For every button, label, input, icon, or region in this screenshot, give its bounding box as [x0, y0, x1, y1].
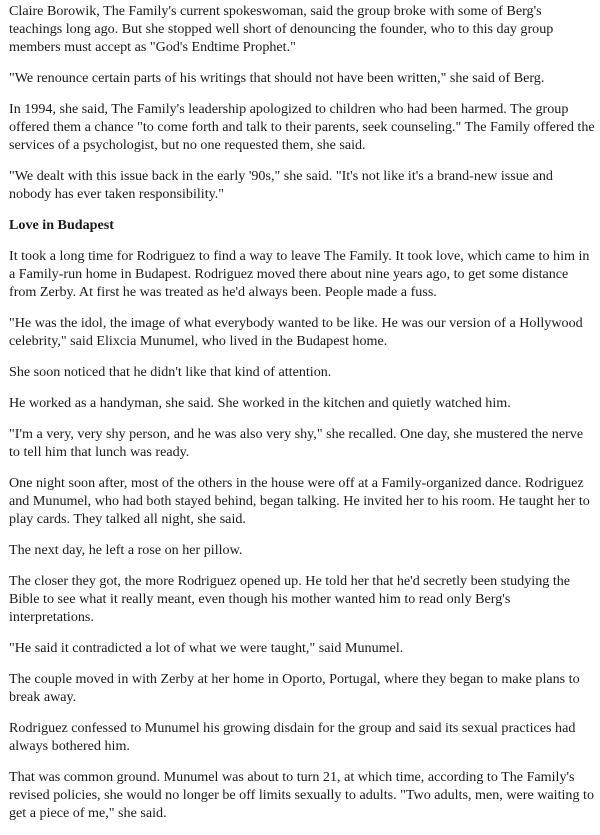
- paragraph-disdain: Rodriguez confessed to Munumel his growing disdain for the group and said its sexual practices had always bothered him.: [9, 720, 576, 754]
- paragraph-handyman: He worked as a handyman, she said. She worked in the kitchen and quietly watched him.: [9, 395, 511, 411]
- paragraph-renounce-writings: "We renounce certain parts of his writings that should not have been written," she said of Berg.: [9, 70, 545, 86]
- article-page: [9, 2, 595, 835]
- paragraph-dance-night: One night soon after, most of the others in the house were off at a Family-organized dance. Rodriguez and Munumel, who had both stayed behind, began talking. He invited her to his room. He taught her to play cards. They talked all night, she said.: [9, 475, 590, 527]
- paragraph-contradicted: "He said it contradicted a lot of what we were taught," said Munumel.: [9, 640, 404, 656]
- section-heading: Love in Budapest: [9, 217, 114, 233]
- paragraph-early-90s: "We dealt with this issue back in the early '90s," she said. "It's not like it's a brand-new issue and nobody has ever taken responsibility.": [9, 168, 553, 202]
- paragraph-oporto: The couple moved in with Zerby at her home in Oporto, Portugal, where they began to make plans to break away.: [9, 671, 580, 705]
- paragraph-borowik-spokeswoman: Claire Borowik, The Family's current spokeswoman, said the group broke with some of Berg's teachings long ago. But she stopped well short of denouncing the founder, who to this day group members must accept as "God's Endtime Prophet.": [9, 3, 554, 55]
- paragraph-rose: The next day, he left a rose on her pillow.: [9, 542, 243, 558]
- paragraph-attention: She soon noticed that he didn't like that kind of attention.: [9, 364, 332, 380]
- paragraph-bible-study: The closer they got, the more Rodriguez opened up. He told her that he'd secretly been studying the Bible to see what it really meant, even though his mother wanted him to read only Berg's interpretations.: [9, 573, 571, 625]
- paragraph-idol-quote: "He was the idol, the image of what everybody wanted to be like. He was our version of a Hollywood celebrity," said Elixcia Munumel, who lived in the Budapest home.: [9, 315, 583, 349]
- paragraph-1994-apology: In 1994, she said, The Family's leadership apologized to children who had been harmed. The group offered them a chance "to come forth and talk to their parents, seek counseling." The Family offered the services of a psychologist, but no one requested them, she said.: [9, 101, 595, 153]
- paragraph-leave-family: It took a long time for Rodriguez to find a way to leave The Family. It took love, which came to him in a Family-run home in Budapest. Rodriguez moved there about nine years ago, to get some distance from Zerby. At first he was treated as he'd always been. People made a fuss.: [9, 248, 590, 300]
- paragraph-shy-person: "I'm a very, very shy person, and he was also very shy," she recalled. One day, she mustered the nerve to tell him that lunch was ready.: [9, 426, 584, 460]
- paragraph-common-ground: That was common ground. Munumel was about to turn 21, at which time, according to The Family's revised policies, she would no longer be off limits sexually to adults. "Two adults, men, were waiting to get a piece of me," she said.: [9, 769, 594, 821]
